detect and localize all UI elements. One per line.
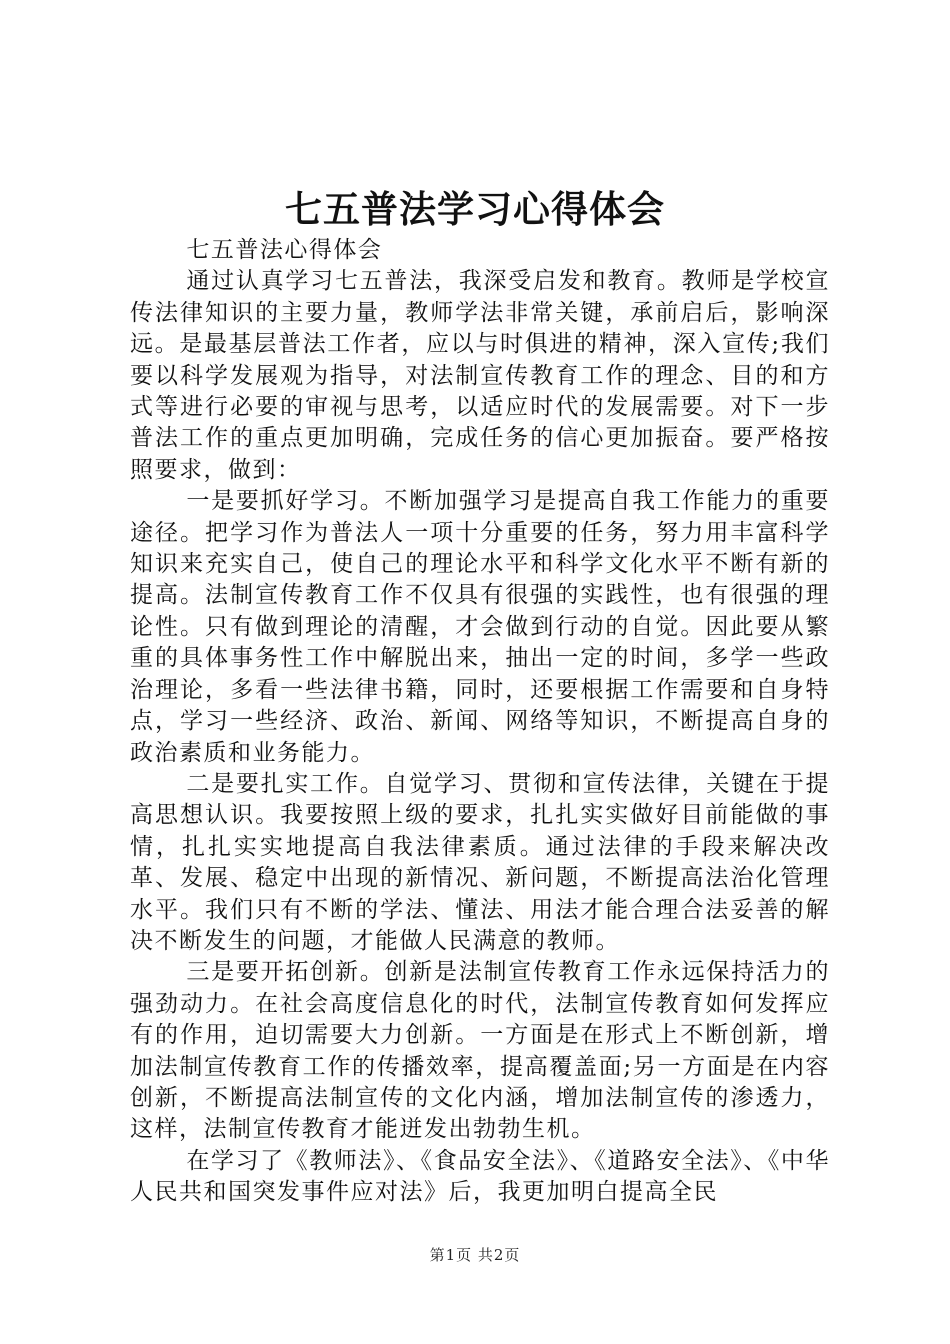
paragraph-subtitle: 七五普法心得体会 [186,237,383,263]
paragraph-intro: 通过认真学习七五普法，我深受启发和教育。教师是学校宣传法律知识的主要力量，教师学法非常关键，承前启后，影响深远。是最基层普法工作者，应以与时俱进的精神，深入宣传;我们要以科学发展观为指导，对法制宣传教育工作的理念、目的和方式等进行必要的审视与思考，以适应时代的发展需要。对下一步普法工作的重点更加明确，完成任务的信心更加振奋。要严格按照要求，做到： [130,268,830,483]
document-body [130,235,830,1209]
page-number-footer: 第1页 共2页 [429,1246,521,1264]
paragraph-point-two: 二是要扎实工作。自觉学习、贯彻和宣传法律，关键在于提高思想认识。我要按照上级的要求，扎扎实实做好目前能做的事情，扎扎实实地提高自我法律素质。通过法律的手段来解决改革、发展、稳定中出现的新情况、新问题，不断提高法治化管理水平。我们只有不断的学法、懂法、用法才能合理合法妥善的解决不断发生的问题，才能做人民满意的教师。 [130,770,830,954]
document-title: 七五普法学习心得体会 [285,187,665,231]
paragraph-point-one: 一是要抓好学习。不断加强学习是提高自我工作能力的重要途径。把学习作为普法人一项十分重要的任务，努力用丰富科学知识来充实自己，使自己的理论水平和科学文化水平不断有新的提高。法制宣传教育工作不仅具有很强的实践性，也有很强的理论性。只有做到理论的清醒，才会做到行动的自觉。因此要从繁重的具体事务性工作中解脱出来，抽出一定的时间，多学一些政治理论，多看一些法律书籍，同时，还要根据工作需要和自身特点，学习一些经济、政治、新闻、网络等知识，不断提高自身的政治素质和业务能力。 [130,488,830,766]
paragraph-conclusion: 在学习了《教师法》、《食品安全法》、《道路安全法》、《中华人民共和国突发事件应对法》后，我更加明白提高全民 [130,1147,830,1206]
paragraph-point-three: 三是要开拓创新。创新是法制宣传教育工作永远保持活力的强劲动力。在社会高度信息化的时代，法制宣传教育如何发挥应有的作用，迫切需要大力创新。一方面是在形式上不断创新，增加法制宣传教育工作的传播效率，提高覆盖面;另一方面是在内容创新，不断提高法制宣传的文化内涵，增加法制宣传的渗透力，这样，法制宣传教育才能迸发出勃勃生机。 [130,959,830,1143]
